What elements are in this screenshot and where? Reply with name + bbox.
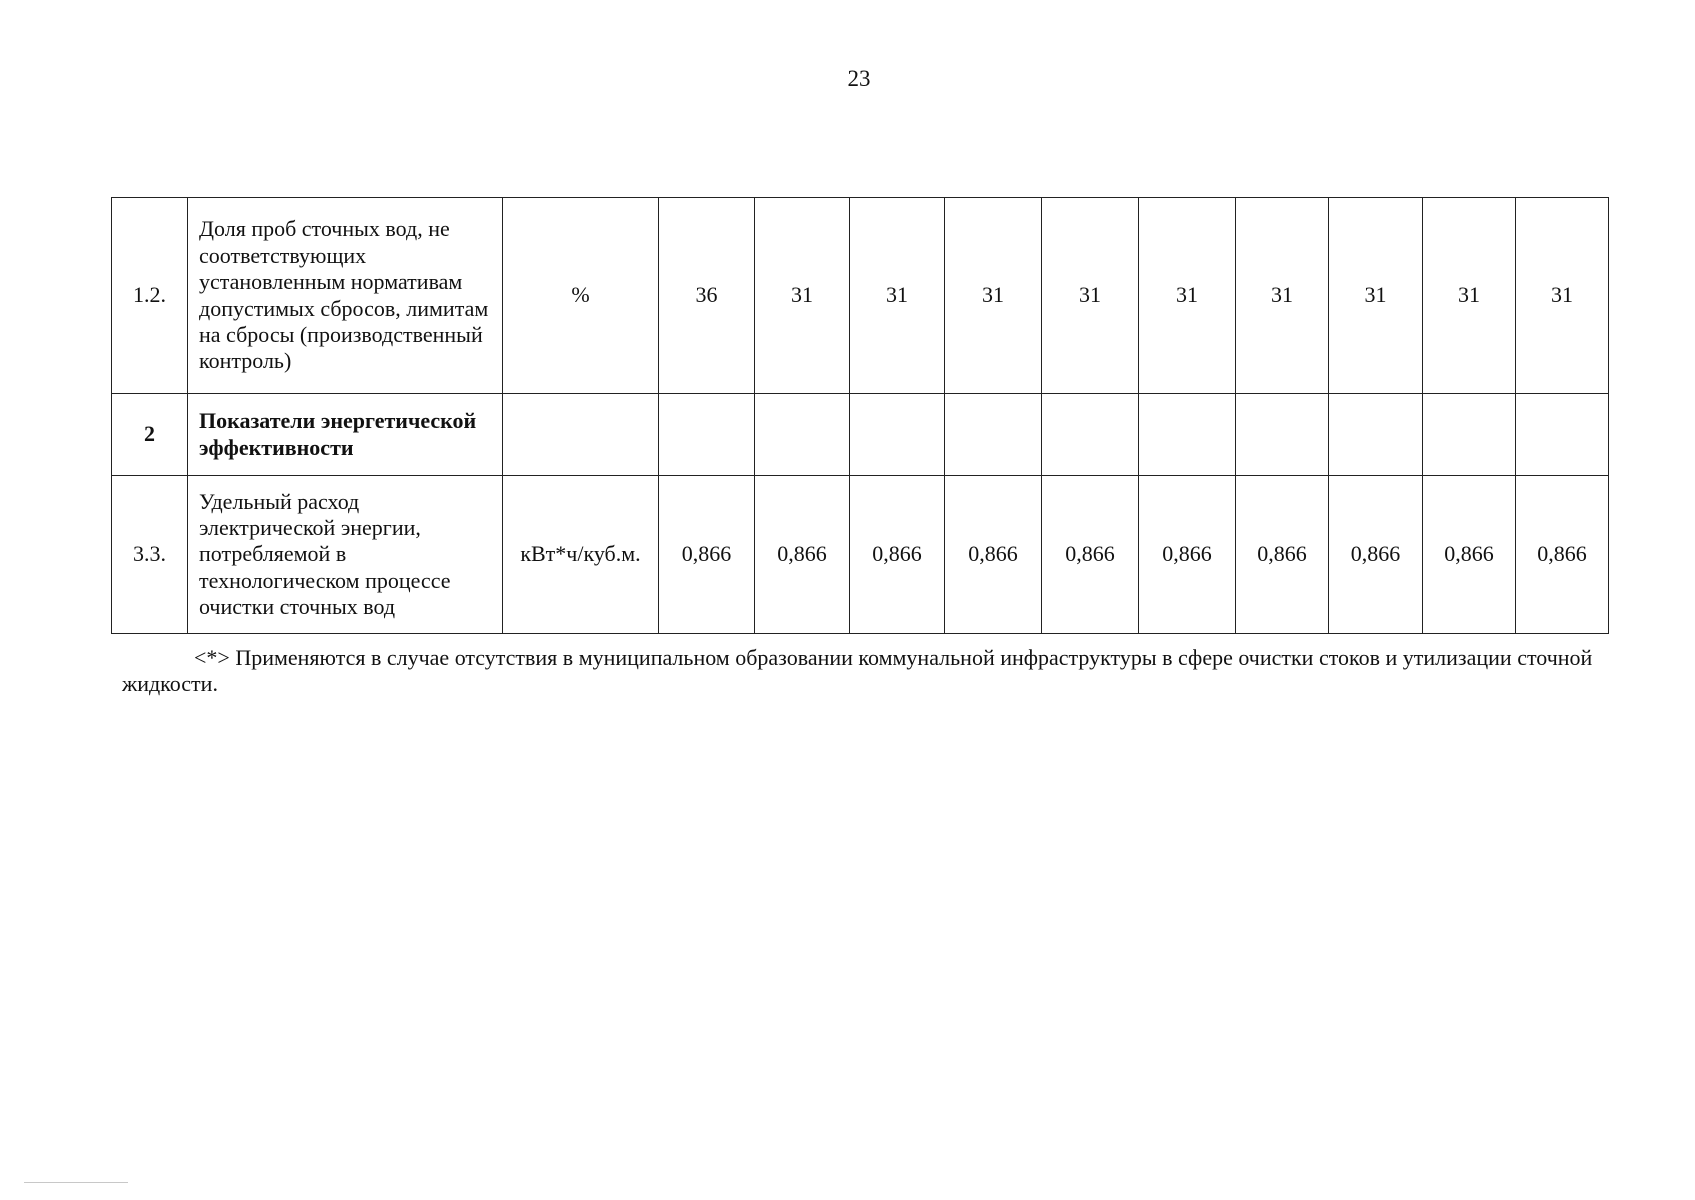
value-cell <box>850 394 945 476</box>
value-cell: 0,866 <box>850 476 945 634</box>
unit-cell: кВт*ч/куб.м. <box>503 476 659 634</box>
table-row <box>112 198 1609 394</box>
section-heading: Показатели энергетической эффективности <box>188 394 503 476</box>
unit-cell <box>503 394 659 476</box>
value-cell: 31 <box>755 198 850 394</box>
unit-cell: % <box>503 198 659 394</box>
value-cell: 0,866 <box>1236 476 1329 634</box>
value-cell <box>755 394 850 476</box>
value-cell: 0,866 <box>659 476 755 634</box>
value-cell: 31 <box>1516 198 1609 394</box>
value-cell <box>1042 394 1139 476</box>
row-number: 2 <box>112 394 188 476</box>
indicators-table <box>111 197 1609 634</box>
value-cell: 31 <box>1423 198 1516 394</box>
value-cell <box>945 394 1042 476</box>
value-cell: 31 <box>945 198 1042 394</box>
row-number: 3.3. <box>112 476 188 634</box>
value-cell: 0,866 <box>1516 476 1609 634</box>
scan-artifact-line <box>24 1182 128 1183</box>
value-cell: 0,866 <box>1329 476 1423 634</box>
value-cell: 0,866 <box>945 476 1042 634</box>
value-cell: 31 <box>850 198 945 394</box>
value-cell: 31 <box>1236 198 1329 394</box>
value-cell: 31 <box>1139 198 1236 394</box>
indicator-name: Доля проб сточных вод, не соответствующих установленным нормативам допустимых сбросов, лимитам на сбросы (производственный контроль) <box>188 198 503 394</box>
footnote: <*> Применяются в случае отсутствия в муниципальном образовании коммунальной инфраструктуры в сфере очистки стоков и утилизации сточной жидкости. <box>122 645 1593 697</box>
value-cell: 0,866 <box>1042 476 1139 634</box>
value-cell: 0,866 <box>1423 476 1516 634</box>
value-cell <box>1139 394 1236 476</box>
value-cell <box>1236 394 1329 476</box>
value-cell: 31 <box>1042 198 1139 394</box>
value-cell: 36 <box>659 198 755 394</box>
row-number: 1.2. <box>112 198 188 394</box>
value-cell: 0,866 <box>1139 476 1236 634</box>
value-cell: 31 <box>1329 198 1423 394</box>
page-number: 23 <box>847 66 871 91</box>
table-row <box>112 476 1609 634</box>
table-row <box>112 394 1609 476</box>
value-cell: 0,866 <box>755 476 850 634</box>
value-cell <box>659 394 755 476</box>
value-cell <box>1423 394 1516 476</box>
value-cell <box>1516 394 1609 476</box>
value-cell <box>1329 394 1423 476</box>
indicator-name: Удельный расход электрической энергии, потребляемой в технологическом процессе очистки сточных вод <box>188 476 503 634</box>
